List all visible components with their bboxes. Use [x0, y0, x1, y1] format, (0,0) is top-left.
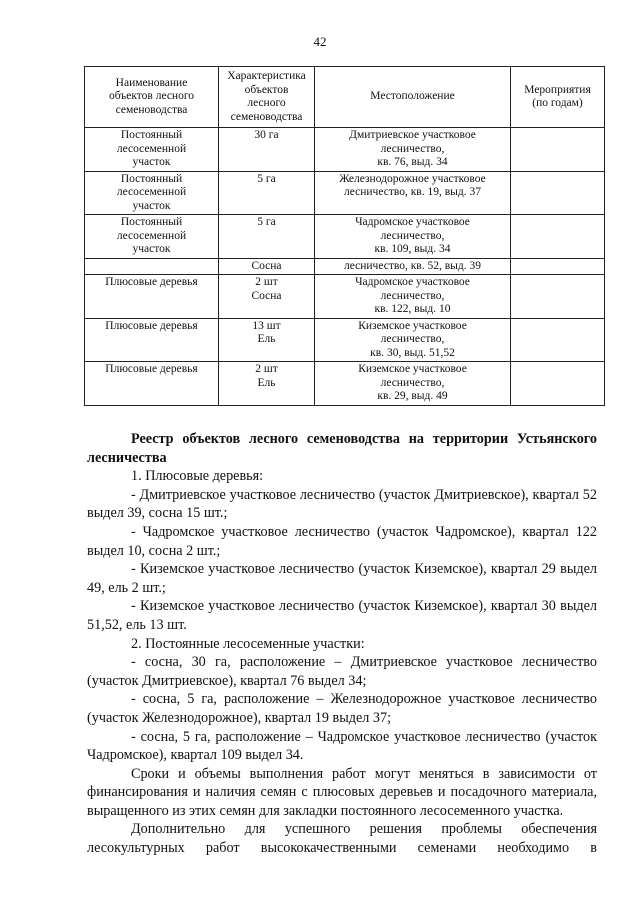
cell-events	[511, 362, 605, 406]
page-number: 42	[313, 34, 327, 49]
cell-name	[85, 318, 219, 362]
header-name	[85, 67, 219, 128]
cell-characteristic	[219, 258, 315, 275]
cell-line: лесничество, кв. 19, выд. 37	[344, 186, 481, 198]
paragraph-additional: Дополнительно для успешного решения проблемы обеспечения лесокультурных работ высококачественными семенами необходимо в	[87, 821, 597, 857]
cell-line: 30 га	[254, 129, 279, 141]
cell-line: участок	[132, 243, 171, 255]
paragraph-item: - Киземское участковое лесничество (участок Киземское), квартал 29 выдел 49, ель 2 шт.;	[87, 561, 597, 596]
cell-line: Наименование	[115, 76, 188, 89]
cell-line: Постоянный	[120, 216, 183, 228]
table-row	[85, 128, 605, 172]
cell-events	[511, 171, 605, 215]
cell-line: семеноводства	[230, 110, 303, 123]
cell-line: 5 га	[257, 172, 276, 185]
cell-line: Постоянный	[120, 129, 183, 141]
cell-line: 5 га	[257, 216, 276, 228]
cell-characteristic	[219, 171, 315, 215]
paragraph-item: - сосна, 5 га, расположение – Чадромское участковое лесничество (участок Чадромское), квартал 109 выдел 34.	[87, 728, 597, 764]
cell-line: объектов	[244, 83, 289, 96]
header-location	[315, 67, 511, 128]
table-row	[85, 362, 605, 406]
cell-line: Дмитриевское участковое	[349, 129, 476, 141]
cell-name	[85, 171, 219, 215]
cell-characteristic	[219, 215, 315, 259]
cell-line: лесосеменной	[116, 229, 187, 242]
cell-location	[315, 128, 511, 172]
cell-line: 2 шт	[255, 363, 278, 375]
cell-line: Плюсовые деревья	[105, 363, 198, 375]
cell-line: 13 шт	[252, 319, 281, 332]
cell-line: Ель	[257, 333, 276, 345]
cell-characteristic	[219, 362, 315, 406]
cell-line: кв. 30, выд. 51,52	[370, 346, 455, 359]
cell-location	[315, 362, 511, 406]
cell-line: Железнодорожное участковое	[339, 172, 486, 185]
cell-line: Киземское участковое	[358, 363, 467, 375]
cell-events	[511, 215, 605, 259]
cell-line: (по годам)	[532, 97, 583, 109]
cell-events	[511, 258, 605, 275]
cell-name	[85, 128, 219, 172]
table-row	[85, 318, 605, 362]
register-section	[87, 430, 597, 858]
table-row	[85, 171, 605, 215]
cell-characteristic	[219, 275, 315, 319]
cell-line: лесничество, кв. 52, выд. 39	[344, 259, 481, 272]
cell-line: Сосна	[251, 259, 282, 272]
cell-line: кв. 29, выд. 49	[377, 390, 448, 402]
paragraph-item: - сосна, 30 га, расположение – Дмитриевское участковое лесничество (участок Дмитриевское), квартал 76 выдел 34;	[87, 654, 597, 689]
paragraph-item: - Чадромское участковое лесничество (участок Чадромское), квартал 122 выдел 10, сосна 2 шт.;	[87, 523, 597, 559]
cell-line: Чадромское участковое	[355, 216, 470, 228]
cell-line: Ель	[257, 376, 276, 389]
paragraph-item: - сосна, 5 га, расположение – Железнодорожное участковое лесничество (участок Железнодорожное), квартал 19 выдел 37;	[87, 691, 597, 726]
cell-line: лесничество,	[380, 333, 445, 345]
cell-line: Киземское участковое	[358, 319, 467, 332]
cell-line: кв. 76, выд. 34	[377, 156, 448, 168]
cell-name	[85, 275, 219, 319]
cell-line: лесничество,	[380, 142, 445, 155]
cell-line: кв. 122, выд. 10	[374, 303, 451, 315]
cell-events	[511, 275, 605, 319]
cell-line: Плюсовые деревья	[105, 276, 198, 288]
cell-line: 2 шт	[255, 276, 278, 288]
cell-location	[315, 275, 511, 319]
cell-location	[315, 318, 511, 362]
table-row	[85, 258, 605, 275]
cell-line: Сосна	[251, 289, 282, 302]
cell-line: участок	[132, 199, 171, 212]
cell-line: участок	[132, 156, 171, 168]
cell-line: объектов лесного	[108, 90, 195, 103]
cell-events	[511, 318, 605, 362]
cell-line: лесного	[247, 97, 286, 109]
cell-line: лесосеменной	[116, 142, 187, 155]
cell-line: лесничество,	[380, 289, 445, 302]
cell-characteristic	[219, 128, 315, 172]
cell-events	[511, 128, 605, 172]
paragraph-seed-plots: 2. Постоянные лесосеменные участки:	[131, 635, 365, 652]
cell-line: Плюсовые деревья	[105, 319, 198, 332]
paragraph-item: - Дмитриевское участковое лесничество (участок Дмитриевское), квартал 52 выдел 39, сосна 15 шт.;	[87, 486, 597, 522]
cell-line: лесосеменной	[116, 186, 187, 198]
paragraph-item: - Киземское участковое лесничество (участок Киземское), квартал 30 выдел 51,52, ель 13 шт.	[87, 598, 597, 633]
cell-line: Местоположение	[370, 90, 455, 103]
cell-location	[315, 215, 511, 259]
section-heading: Реестр объектов лесного семеноводства на территории Устьянского лесничества	[87, 431, 597, 466]
header-events	[511, 67, 605, 128]
paragraph-plus-trees: 1. Плюсовые деревья:	[131, 468, 264, 485]
cell-name	[85, 362, 219, 406]
cell-name	[85, 258, 219, 275]
cell-characteristic	[219, 318, 315, 362]
cell-location	[315, 171, 511, 215]
paragraph-terms: Сроки и объемы выполнения работ могут меняться в зависимости от финансирования и наличия семян с плюсовых деревьев и посадочного материала, выращенного из этих семян для закладки постоянного лесосеменного участка.	[87, 765, 597, 819]
cell-line: лесничество,	[380, 376, 445, 389]
cell-location	[315, 258, 511, 275]
header-characteristic	[219, 67, 315, 128]
seed-objects-table	[84, 66, 605, 406]
cell-line: Постоянный	[120, 172, 183, 185]
table-row	[85, 275, 605, 319]
cell-line: Мероприятия	[524, 83, 591, 96]
table-row	[85, 215, 605, 259]
cell-line: Характеристика	[227, 70, 306, 82]
cell-name	[85, 215, 219, 259]
table-header-row	[85, 67, 605, 128]
cell-line: Чадромское участковое	[355, 276, 470, 288]
cell-line: кв. 109, выд. 34	[374, 243, 451, 255]
cell-line: лесничество,	[380, 229, 445, 242]
cell-line: семеноводства	[115, 103, 188, 116]
